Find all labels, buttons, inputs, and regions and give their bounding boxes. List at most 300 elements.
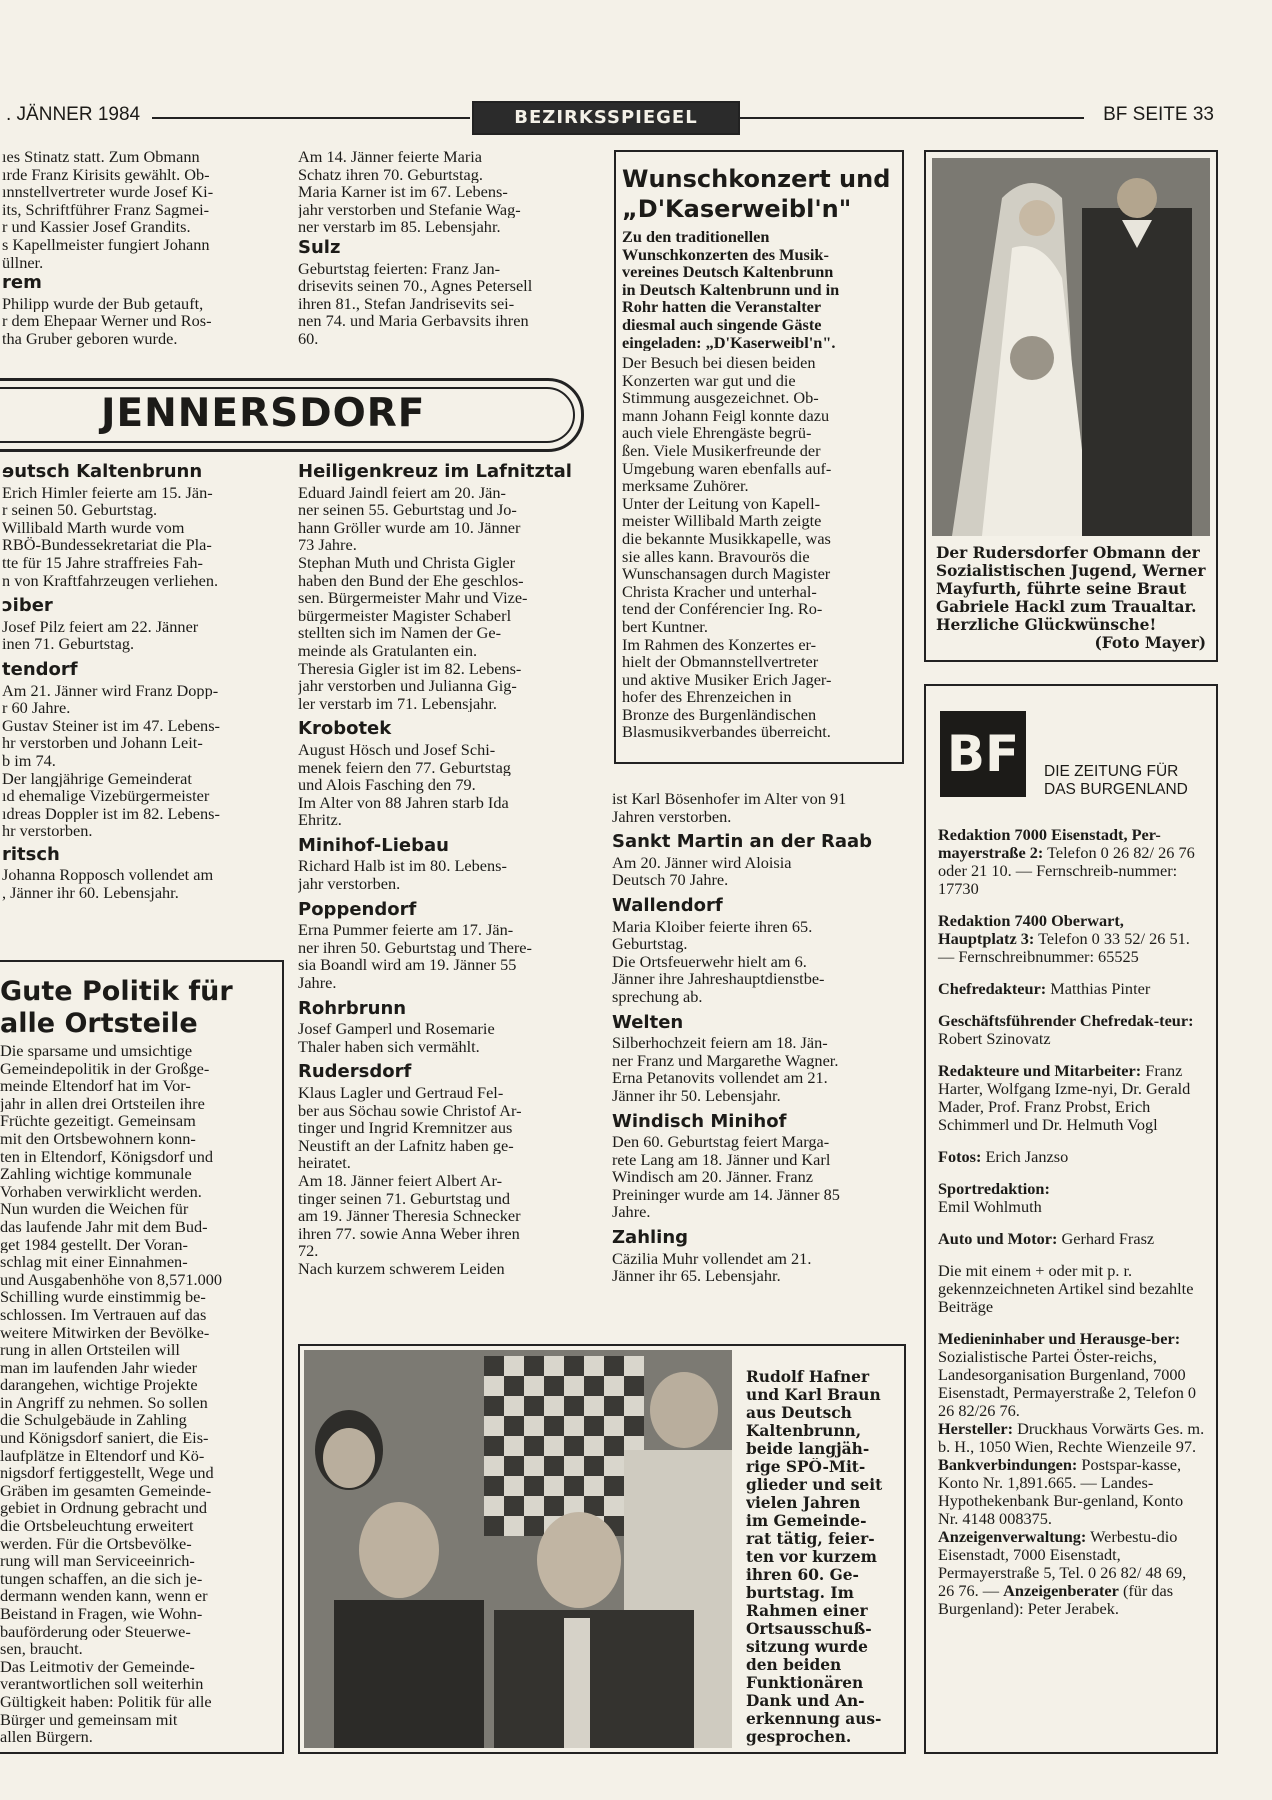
text-line: das laufende Jahr mit dem Bud- (0, 1217, 208, 1236)
impressum-text (938, 826, 1206, 1618)
krobotek-lines (298, 741, 594, 829)
text-line: tte für 15 Jahre straffreies Fah- (2, 553, 203, 572)
col3-continuation (612, 790, 908, 825)
text-line: schlossen. Im Vertrauen auf das (0, 1305, 207, 1324)
header-rule-right (738, 117, 1084, 119)
text-line: Gültigkeit haben: Politik für alle (0, 1692, 212, 1711)
text-line: Wunschkonzerten des Musik- (622, 245, 829, 264)
text-line: s Kapellmeister fungiert Johann (2, 235, 210, 254)
text-line: jahr in allen drei Ortsteilen ihre (0, 1094, 205, 1113)
text-line: Rahmen einer (746, 1602, 868, 1620)
text-line: Gustav Steiner ist im 47. Lebens- (2, 716, 220, 735)
text-line: ßen. Viele Musikerfreunde der (622, 441, 821, 460)
text-line: vielen Jahren (746, 1494, 861, 1512)
text-line: heiratet. (298, 1154, 351, 1172)
text-line: Gabriele Hackl zum Traualtar. (936, 598, 1197, 616)
text-line: Zahling wichtige kommunale (0, 1165, 192, 1183)
text-line: diesmal auch singende Gäste (622, 315, 822, 334)
heading-sulz: Sulz (298, 236, 341, 258)
text-line: meinde Eltendorf hat im Vor- (0, 1077, 191, 1095)
text-line: Funktionären (746, 1674, 864, 1692)
text-line: ıes Stinatz statt. Zum Obmann (2, 148, 200, 166)
text-line: schlag mit einer Einnahmen- (0, 1253, 188, 1271)
text-line: gesprochen. (746, 1728, 852, 1746)
text-line: Erna Petanovits vollendet am 21. (612, 1069, 828, 1087)
wunschkonzert-title (622, 164, 890, 224)
text-line: tungen schaffen, an die sich je- (0, 1569, 203, 1588)
poppendorf-lines (298, 921, 594, 991)
text-line: hofer des Ehrenzeichen in (622, 688, 792, 706)
imp-mit-label: Redakteure und Mitarbeiter: (938, 1061, 1142, 1080)
text-line: glieder und seit (746, 1476, 883, 1494)
text-line: Sozialistischen Jugend, Werner (936, 562, 1206, 580)
heading-minihof-liebau: Minihof-Liebau (298, 834, 449, 856)
rohrbrunn-lines (298, 1020, 594, 1055)
imp-sport (938, 1180, 1206, 1216)
text-line: haben den Bund der Ehe geschlos- (298, 571, 524, 590)
text-line: Der Besuch bei diesen beiden (622, 354, 816, 372)
text-line: Blasmusikverbandes überreicht. (622, 723, 831, 742)
text-line: n von Kraftfahrzeugen verliehen. (2, 571, 219, 590)
text-line: ınnstellvertreter wurde Josef Ki- (2, 183, 214, 201)
text-line: Windisch am 20. Jänner. Franz (612, 1168, 814, 1186)
col1-articles (2, 460, 280, 902)
imp-anz-text: Werbestu-dio Eisenstadt, 7000 Eisenstadt, Permayerstraße 5, Tel. 0 26 82/ 48 69, 26 76. — (938, 1527, 1187, 1600)
text-line: Erna Pummer feierte am 17. Jän- (298, 921, 514, 939)
text-line: Jänner ihre Jahreshauptdienstbe- (612, 970, 825, 988)
text-line: Deutsch 70 Jahre. (612, 871, 729, 889)
imp-sport-text: Emil Wohlmuth (938, 1197, 1042, 1216)
sankt-martin-lines (612, 854, 908, 889)
text-line: inen 71. Geburtstag. (2, 635, 135, 653)
text-line: Maria Kloiber feierte ihren 65. (612, 917, 813, 936)
text-line: Jahre. (612, 1203, 651, 1222)
text-line: 60. (298, 329, 319, 348)
text-line: Der langjährige Gemeinderat (2, 769, 192, 788)
imp-her-text: Druckhaus Vorwärts Ges. m. b. H., 1050 Wien, Rechte Wienzeile 97. (938, 1419, 1205, 1456)
wallendorf-lines (612, 918, 908, 1006)
text-line: Josef Pilz feiert am 22. Jänner (2, 617, 199, 636)
col2-top-article (298, 148, 594, 348)
text-line: Die Ortsfeuerwehr hielt am 6. (612, 952, 807, 971)
text-line: Das Leitmotiv der Gemeinde- (0, 1657, 195, 1676)
heading-windisch-minihof: Windisch Minihof (612, 1110, 787, 1132)
imp-mit-text: Franz Harter, Wolfgang Izme-nyi, Dr. Gerald Mader, Prof. Franz Probst, Erich Schimmerl und Dr. Helmuth Vogl (938, 1061, 1191, 1134)
imp-hersteller (938, 1420, 1206, 1456)
imp-her-label: Hersteller: (938, 1419, 1014, 1438)
imp-chefredakteur (938, 980, 1206, 998)
text-line: sen. Bürgermeister Mahr und Vize- (298, 589, 528, 607)
header-rule-left (152, 117, 470, 119)
text-line: Eduard Jaindl feiert am 20. Jän- (298, 483, 506, 502)
text-line: 72. (298, 1242, 319, 1260)
imp-chef-label: Chefredakteur: (938, 979, 1047, 998)
imp-anzeigen (938, 1528, 1206, 1618)
checkerboard-backdrop (484, 1356, 644, 1536)
text-line: den beiden (746, 1656, 842, 1674)
text-line: Früchte gezeitigt. Gemeinsam (0, 1112, 196, 1130)
text-line: burtstag. Im (746, 1584, 854, 1602)
text-line: sen, braucht. (0, 1640, 83, 1658)
text-line: jahr verstorben. (298, 875, 401, 893)
imp-medieninhaber (938, 1330, 1206, 1420)
text-line: dermann wenden kann, wenn er (0, 1587, 208, 1605)
text-line: r und Kassier Josef Grandits. (2, 218, 191, 236)
eltendorf-lines (2, 682, 280, 840)
politik-title-line1: Gute Politik für (0, 976, 233, 1007)
text-line: menek feiern den 77. Geburtstag (298, 758, 511, 777)
text-line: beide langjäh- (746, 1440, 870, 1458)
wedding-caption (936, 544, 1206, 652)
text-line: sia Boandl wird am 19. Jänner 55 (298, 956, 517, 975)
text-line: Schatz ihren 70. Geburtstag. (298, 165, 483, 184)
text-line: und Alois Fasching den 79. (298, 776, 476, 794)
text-line: in Deutsch Kaltenbrunn und in (622, 280, 840, 299)
text-line: Mayfurth, führte seine Braut (936, 580, 1187, 598)
men-photo (304, 1350, 732, 1748)
text-line: Am 21. Jänner wird Franz Dopp- (2, 681, 219, 700)
text-line: erkennung aus- (746, 1710, 882, 1728)
wedding-photo-box (924, 150, 1218, 662)
sulz-lines (298, 260, 594, 348)
text-line: sprechung ab. (612, 987, 703, 1006)
heading-welten: Welten (612, 1011, 684, 1033)
text-line: die bekannte Musikkapelle, was (622, 529, 831, 548)
text-line: bauförderung oder Steuerwe- (0, 1622, 191, 1641)
imp-redaktion-eisenstadt (938, 826, 1206, 898)
text-line: Zu den traditionellen (622, 228, 770, 246)
heading-kaltenbrunn: ɘutsch Kaltenbrunn (2, 461, 203, 482)
heading-poppendorf: Poppendorf (298, 898, 417, 920)
text-line: Jänner ihr 65. Lebensjahr. (612, 1267, 781, 1285)
heading-sankt-martin: Sankt Martin an der Raab (612, 831, 873, 853)
text-line: Schilling wurde einstimmig be- (0, 1288, 206, 1306)
heading-rem: rem (2, 272, 42, 294)
imp-redaktion-oberwart (938, 912, 1206, 966)
text-line: Josef Gamperl und Rosemarie (298, 1020, 495, 1038)
politik-body (0, 1042, 266, 1746)
text-line: ihren 60. Ge- (746, 1566, 859, 1584)
text-line: Kaltenbrunn, (746, 1422, 862, 1440)
text-line: Beistand in Fragen, wie Wohn- (0, 1605, 203, 1623)
bf-logo (940, 711, 1026, 797)
text-line: r seinen 50. Geburtstag. (2, 501, 158, 519)
imp-gf-label: Geschäftsführender Chefredak-teur: (938, 1011, 1194, 1030)
text-line: und aktive Musiker Erich Jager- (622, 670, 832, 689)
text-line: Willibald Marth wurde vom (2, 518, 185, 537)
tagline-line1: DIE ZEITUNG FÜR (1044, 763, 1179, 780)
text-line: ıd ehemalige Vizebürgermeister (2, 787, 210, 805)
col2-articles (298, 460, 594, 1278)
text-line: Konzerten war gut und die (622, 371, 796, 390)
text-line: jahr verstorben und Stefanie Wag- (298, 200, 521, 219)
imp-red1-label: Redaktion 7000 Eisenstadt, Per- (938, 825, 1161, 844)
text-line: im Gemeinde- (746, 1512, 867, 1530)
heading-rudersdorf: Rudersdorf (298, 1061, 412, 1083)
wunsch-lead (622, 228, 894, 351)
text-line: Silberhochzeit feiern am 18. Jän- (612, 1034, 828, 1052)
imp-med-label: Medieninhaber und Herausge-ber: (938, 1329, 1181, 1348)
text-line: verantwortlichen soll weiterhin (0, 1675, 204, 1693)
text-line: hr verstorben. (2, 822, 93, 840)
text-line: Philipp wurde der Bub getauft, (2, 294, 204, 313)
col3-articles (612, 790, 908, 1285)
text-line: am 19. Jänner Theresia Schnecker (298, 1207, 521, 1225)
text-line: Preininger wurde am 14. Jänner 85 (612, 1185, 840, 1204)
text-line: ner ihren 50. Geburtstag und There- (298, 938, 532, 957)
text-line: Stephan Muth und Christa Gigler (298, 553, 516, 572)
text-line: rige SPÖ-Mit- (746, 1458, 866, 1476)
text-line: Im Rahmen des Konzertes er- (622, 635, 817, 654)
text-line: nen 74. und Maria Gerbavsits ihren (298, 312, 529, 330)
imp-geschaeftsfuehrer (938, 1012, 1206, 1048)
heading-heiligenkreuz: Heiligenkreuz im Lafnitztal (298, 461, 572, 482)
wedding-photo (932, 158, 1210, 536)
text-line: Den 60. Geburtstag feiert Marga- (612, 1133, 830, 1151)
text-line: ner seinen 55. Geburtstag und Jo- (298, 501, 517, 519)
text-line: Ortsausschuß- (746, 1620, 872, 1638)
text-line: Gräben im gesamten Gemeinde- (0, 1481, 212, 1500)
text-line: aus Deutsch (746, 1404, 852, 1422)
text-line: Unter der Leitung von Kapell- (622, 494, 821, 513)
politik-title-line2: alle Ortsteile (0, 1008, 198, 1039)
imp-red2-label: Redaktion 7400 Oberwart, Hauptplatz 3: (938, 911, 1124, 948)
text-line: auch viele Ehrengäste begrü- (622, 424, 812, 442)
wunschkonzert-box (614, 150, 904, 764)
text-line: Jänner ihr 50. Lebensjahr. (612, 1086, 781, 1105)
text-line: Der Rudersdorfer Obmann der (936, 544, 1200, 562)
politik-title (0, 976, 233, 1040)
text-line: ner Franz und Margarethe Wagner. (612, 1051, 839, 1070)
wunsch-body (622, 354, 894, 741)
text-line: Jahren verstorben. (612, 807, 732, 826)
text-line: laufplätze in Eltendorf und Kö- (0, 1446, 205, 1465)
minihof-liebau-lines (298, 857, 594, 892)
text-line: hr verstorben und Johann Leit- (2, 734, 203, 752)
text-line: meinde als Gratulanten ein. (298, 641, 478, 660)
banner-title: JENNERSDORF (101, 391, 426, 436)
text-line: sitzung wurde (746, 1638, 868, 1656)
issue-date: . JÄNNER 1984 (6, 104, 141, 125)
text-line: Rohr hatten die Veranstalter (622, 298, 822, 316)
text-line: mann Johann Feigl konnte dazu (622, 406, 830, 425)
men-caption (746, 1368, 896, 1746)
jennersdorf-banner (0, 378, 584, 452)
text-line: hann Gröller wurde am 10. Jänner (298, 518, 521, 537)
kaltenbrunn-lines (2, 484, 280, 590)
text-line: Dank und An- (746, 1692, 865, 1710)
page-number: BF SEITE 33 (1103, 104, 1214, 125)
text-line: Christa Kracher und unterhal- (622, 582, 817, 601)
heading-gritsch: ritsch (2, 843, 60, 865)
text-line: Bürger und gemeinsam mit (0, 1710, 178, 1729)
text-line: , Jänner ihr 60. Lebensjahr. (2, 884, 179, 902)
text-line: rung in allen Ortsteilen will (0, 1341, 180, 1359)
heading-rohrbrunn: Rohrbrunn (298, 997, 407, 1019)
text-line: bürgermeister Magister Schaberl (298, 606, 512, 625)
text-line: mit den Ortsbewohnern konn- (0, 1129, 196, 1148)
bf-logo-text: BF (946, 725, 1020, 783)
text-line: tend der Conférencier Ing. Ro- (622, 600, 823, 618)
text-line: Richard Halb ist im 80. Lebens- (298, 857, 507, 876)
text-line: Wunschansagen durch Magister (622, 565, 831, 583)
col1-top-article (2, 148, 278, 348)
imp-mitarbeiter (938, 1062, 1206, 1134)
text-line: vereines Deutsch Kaltenbrunn (622, 263, 834, 281)
section-title: BEZIRKSSPIEGEL (472, 101, 740, 135)
text-line: und Karl Braun (746, 1386, 881, 1404)
text-line: Ehritz. (298, 811, 342, 829)
text-line: ten vor kurzem (746, 1548, 877, 1566)
text-line: jahr verstorben und Julianna Gig- (298, 677, 517, 695)
bieber-lines (2, 618, 280, 653)
heading-eltendorf: tendorf (2, 658, 78, 680)
text-line: rat tätig, feier- (746, 1530, 875, 1548)
text-line: Vorhaben verwirklicht werden. (0, 1182, 202, 1201)
heading-zahling: Zahling (612, 1227, 689, 1249)
rudersdorf-lines (298, 1084, 594, 1278)
text-line: ihren 81., Stefan Jandrisevits sei- (298, 294, 515, 313)
heading-krobotek: Krobotek (298, 718, 392, 740)
text-line: Cäzilia Muhr vollendet am 21. (612, 1249, 812, 1268)
text-line: Thaler haben sich vermählt. (298, 1037, 480, 1056)
text-line: b im 74. (2, 751, 56, 770)
text-line: in Angriff zu nehmen. So sollen (0, 1393, 208, 1412)
text-line: Johanna Ropposch vollendet am (2, 866, 214, 885)
imp-red1-label2: mayerstraße 2: (938, 843, 1044, 862)
text-line: tinger seinen 71. Geburtstag und (298, 1189, 511, 1208)
imp-anz-label2: Anzeigenberater (1003, 1581, 1119, 1600)
text-line: meister Willibald Marth zeigte (622, 512, 822, 530)
text-line: ten in Eltendorf, Königsdorf und (0, 1147, 213, 1166)
imp-med-text: Sozialistische Partei Öster-reichs, Landesorganisation Burgenland, 7000 Eisenstadt, Permayerstraße 2, Telefon 0 26 82/26 76. (938, 1347, 1197, 1420)
imp-fotos (938, 1148, 1206, 1166)
text-line: its, Schriftführer Franz Sagmei- (2, 200, 210, 219)
imp-red1-text: Telefon 0 26 82/ 26 76 oder 21 10. — Fernschreib-nummer: 17730 (938, 843, 1195, 898)
text-line: Umgebung waren ebenfalls auf- (622, 459, 832, 478)
text-line: 73 Jahre. (298, 536, 357, 554)
heading-wallendorf: Wallendorf (612, 894, 723, 916)
text-line: ırde Franz Kirisits gewählt. Ob- (2, 165, 210, 184)
imp-auto-label: Auto und Motor: (938, 1229, 1058, 1248)
text-line: ihren 77. sowie Anna Weber ihren (298, 1224, 520, 1243)
text-line: Nach kurzem schwerem Leiden (298, 1259, 505, 1278)
imp-bank-label: Bankverbindungen: (938, 1455, 1078, 1474)
text-line: tinger und Ingrid Kremnitzer aus (298, 1119, 513, 1137)
text-line: man im laufenden Jahr wieder (0, 1358, 198, 1377)
text-line: Stimmung ausgezeichnet. Ob- (622, 389, 819, 407)
imp-note: Die mit einem + oder mit p. r. gekennzeichneten Artikel sind bezahlte Beiträge (938, 1261, 1194, 1316)
text-line: Am 20. Jänner wird Aloisia (612, 853, 792, 872)
text-line: Geburtstag. (612, 935, 688, 953)
text-line: rung will man Serviceeinrich- (0, 1552, 195, 1570)
text-line: merksame Zuhörer. (622, 477, 749, 495)
text-line: August Hösch und Josef Schi- (298, 740, 496, 759)
col1-top-lines (2, 148, 278, 271)
text-line: r dem Ehepaar Werner und Ros- (2, 312, 212, 330)
text-line: eingeladen: „D'Kaserweibl'n". (622, 333, 836, 352)
zahling-lines (612, 1250, 908, 1285)
text-line: Nun wurden die Weichen für (0, 1200, 189, 1218)
text-line: Theresia Gigler ist im 82. Lebens- (298, 659, 522, 678)
text-line: darangehen, wichtige Projekte (0, 1376, 198, 1394)
text-line: Im Alter von 88 Jahren starb Ida (298, 793, 509, 812)
text-line: (Foto Mayer) (1094, 634, 1206, 652)
imp-gf-text: Robert Szinovatz (938, 1029, 1051, 1048)
text-line: get 1984 gestellt. Der Voran- (0, 1235, 188, 1254)
text-line: ber aus Söchau sowie Christof Ar- (298, 1101, 522, 1120)
wunsch-title-line2: „D'Kaserweibl'n" (622, 195, 852, 223)
imp-anz-text2: (für das Burgenland): Peter Jerabek. (938, 1581, 1174, 1618)
text-line: Gemeindepolitik in der Großge- (0, 1059, 210, 1078)
imp-sport-label: Sportredaktion: (938, 1179, 1050, 1198)
text-line: Herzliche Glückwünsche! (936, 616, 1157, 634)
welten-lines (612, 1034, 908, 1104)
text-line: bert Kuntner. (622, 617, 708, 636)
text-line: Bronze des Burgenländischen (622, 705, 817, 724)
heading-bieber: ɔiber (2, 595, 53, 617)
text-line: drisevits seinen 70., Agnes Petersell (298, 277, 533, 295)
imp-auto-text: Gerhard Frasz (1057, 1229, 1155, 1248)
text-line: Geburtstag feierten: Franz Jan- (298, 259, 501, 278)
text-line: stellten sich im Namen der Ge- (298, 624, 501, 642)
politik-box (0, 960, 284, 1754)
wunsch-title-line1: Wunschkonzert und (622, 165, 891, 193)
imp-foto-text: Erich Janzso (981, 1147, 1069, 1166)
text-line: allen Bürgern. (0, 1728, 93, 1746)
text-line: hielt der Obmannstellvertreter (622, 653, 819, 671)
text-line: die Ortsbeleuchtung erweitert (0, 1517, 194, 1535)
col2-top-lines (298, 148, 594, 236)
text-line: ner verstarb im 85. Lebensjahr. (298, 218, 501, 236)
text-line: Rudolf Hafner (746, 1368, 870, 1386)
bf-tagline (1044, 763, 1188, 799)
men-photo-box (298, 1344, 906, 1754)
text-line: Neustift an der Lafnitz haben ge- (298, 1136, 514, 1155)
text-line: werden. Für die Ortsbevölke- (0, 1534, 192, 1553)
heiligenkreuz-lines (298, 484, 594, 713)
tagline-line2: DAS BURGENLAND (1044, 781, 1188, 798)
text-line: nigsdorf fertiggestellt, Wege und (0, 1464, 214, 1482)
text-line: die Schulgebäude in Zahling (0, 1411, 187, 1430)
text-line: ıdreas Doppler ist im 82. Lebens- (2, 804, 220, 823)
imp-chef-text: Matthias Pinter (1046, 979, 1151, 998)
text-line: Am 18. Jänner feiert Albert Ar- (298, 1171, 503, 1190)
text-line: r 60 Jahre. (2, 699, 71, 717)
gritsch-lines (2, 866, 280, 901)
text-line: tha Gruber geboren wurde. (2, 329, 178, 348)
imp-foto-label: Fotos: (938, 1147, 982, 1166)
text-line: sie alles kann. Bravourös die (622, 547, 810, 566)
imp-bank-text: Postspar-kasse, Konto Nr. 1,891.665. — Landes-Hypothekenbank Bur-genland, Konto Nr. 4148 008375. (938, 1455, 1184, 1528)
text-line: üllner. (2, 253, 44, 272)
text-line: Erich Himler feierte am 15. Jän- (2, 483, 213, 502)
text-line: ist Karl Bösenhofer im Alter von 91 (612, 790, 847, 808)
text-line: und Ausgabenhöhe von 8,571.000 (0, 1270, 223, 1289)
text-line: Die sparsame und umsichtige (0, 1042, 193, 1060)
text-line: weitere Mitwirken der Bevölke- (0, 1323, 210, 1342)
imp-auto (938, 1230, 1206, 1248)
imp-bank (938, 1456, 1206, 1528)
text-line: gebiet in Ordnung gebracht und (0, 1499, 208, 1518)
windisch-minihof-lines (612, 1133, 908, 1221)
text-line: rete Lang am 18. Jänner und Karl (612, 1150, 831, 1169)
rem-lines (2, 295, 278, 348)
text-line: Klaus Lagler und Gertraud Fel- (298, 1084, 504, 1102)
imp-red2-text: Telefon 0 33 52/ 26 51. — Fernschreibnummer: 65525 (938, 929, 1190, 966)
text-line: Am 14. Jänner feierte Maria (298, 148, 482, 166)
text-line: Maria Karner ist im 67. Lebens- (298, 183, 508, 201)
